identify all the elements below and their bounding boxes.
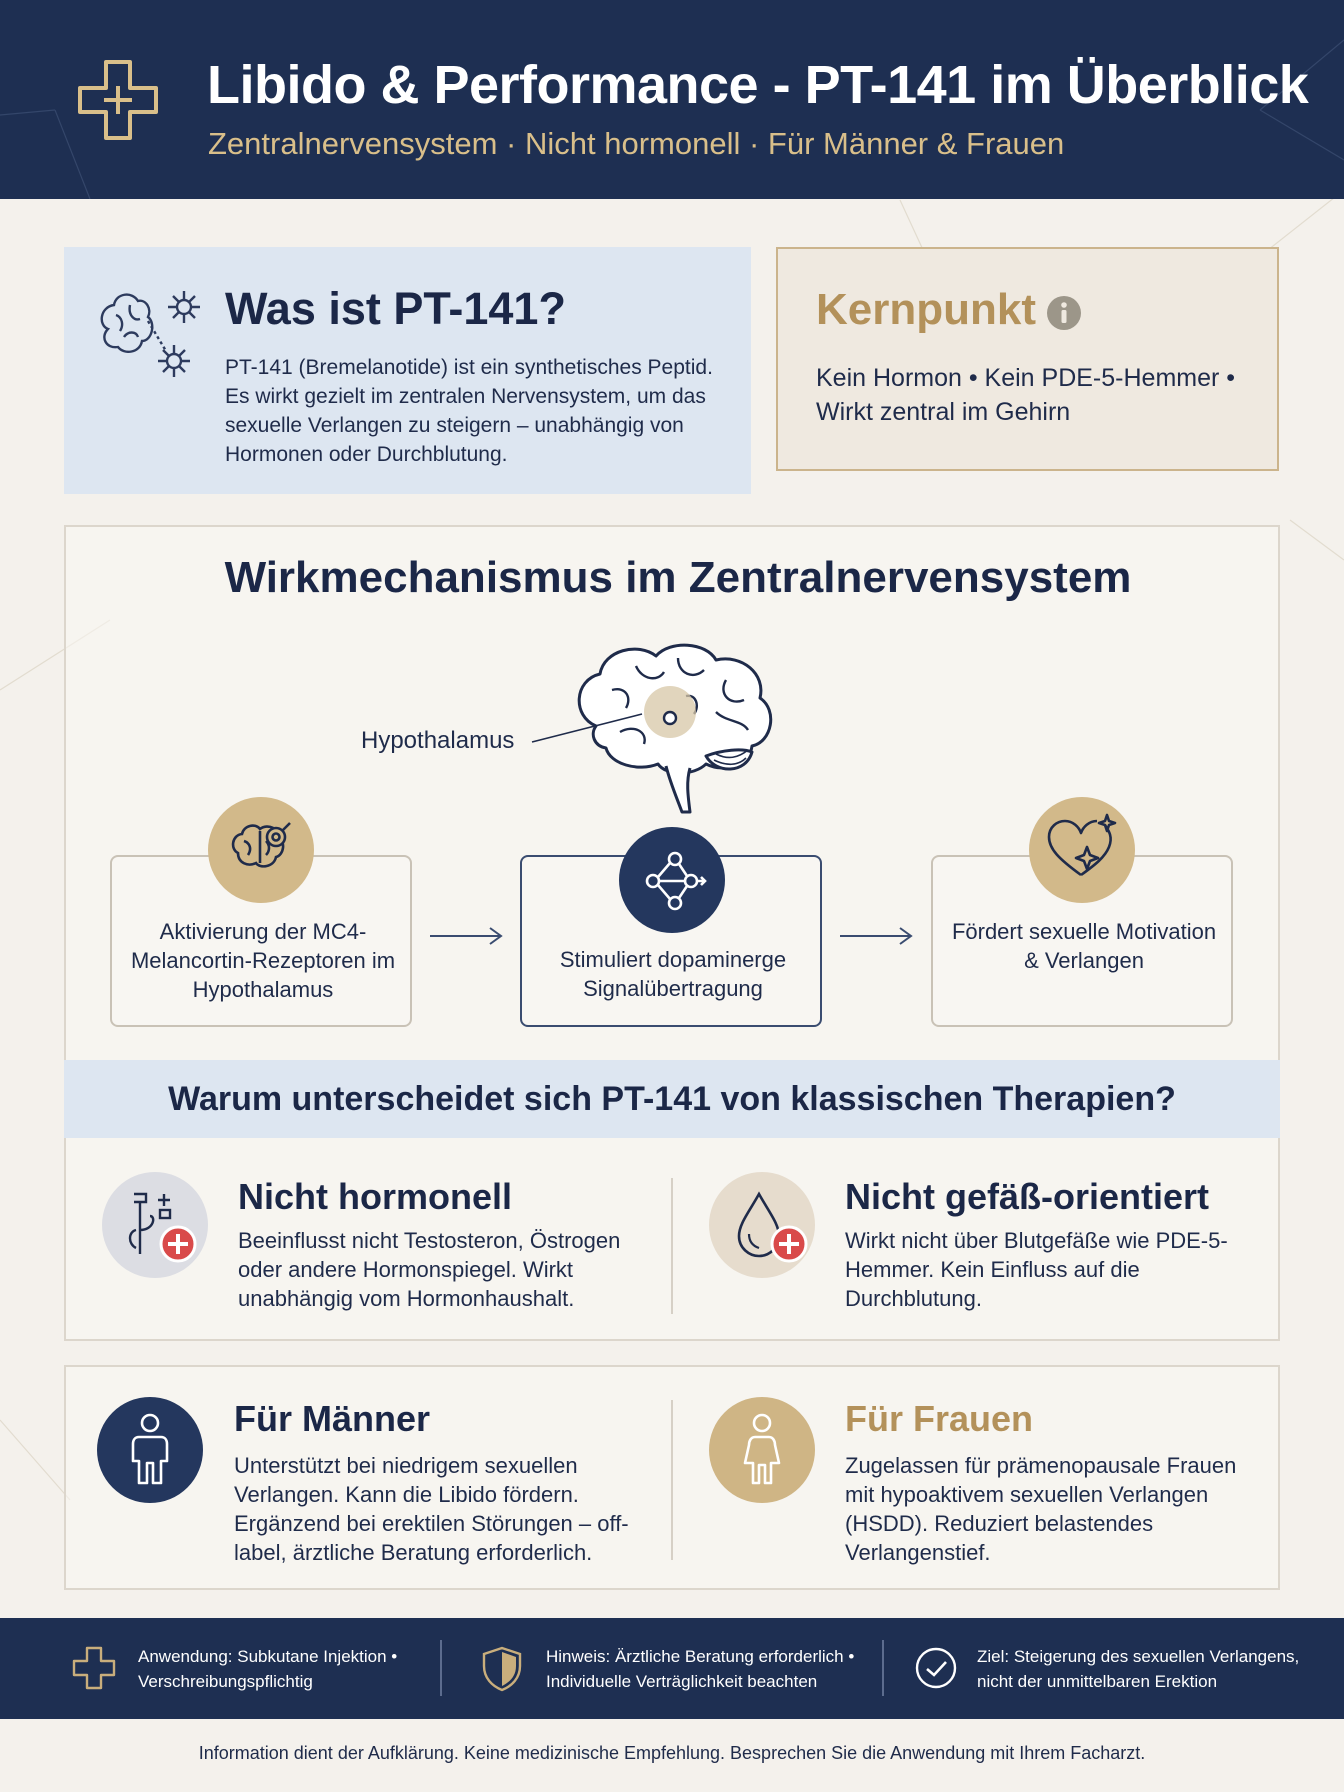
not-hormonal-text: Beeinflusst nicht Testosteron, Östrogen oder andere Hormonspiegel. Wirkt unabhängig vom Hormonhaushalt. [238, 1228, 621, 1311]
step-1-text: Aktivierung der MC4-Melancortin-Rezeptoren im Hypothalamus [130, 919, 396, 1002]
medical-cross-icon [70, 1644, 118, 1692]
footer-note-text: Hinweis: Ärztliche Beratung erforderlich • Individuelle Verträglichkeit beachten [546, 1647, 855, 1691]
why-title: Warum unterscheidet sich PT-141 von klassischen Therapien? [168, 1080, 1176, 1118]
why-banner [64, 1060, 1280, 1138]
key-point-title: Kernpunkt [816, 285, 1036, 334]
brain-neuron-icon [94, 281, 204, 391]
what-is-card [64, 247, 751, 494]
footer-divider [440, 1640, 442, 1696]
men-title: Für Männer [234, 1398, 431, 1439]
check-circle-icon [912, 1644, 960, 1692]
info-footer-bar [0, 1618, 1344, 1719]
network-nodes-icon [619, 827, 725, 933]
arrow-right-icon [838, 925, 916, 947]
men-text: Unterstützt bei niedrigem sexuellen Verlangen. Kann die Libido fördern. Ergänzend bei erektilen Störungen – off-label, ärztliche Beratung erforderlich. [234, 1453, 629, 1565]
info-icon [1046, 295, 1082, 331]
step-3-text: Fördert sexuelle Motivation & Verlangen [951, 919, 1217, 973]
mechanism-title: Wirkmechanismus im Zentralnervensystem [224, 553, 1132, 602]
key-point-text: Kein Hormon • Kein PDE-5-Hemmer • Wirkt zentral im Gehirn [816, 364, 1236, 426]
what-title: Was ist PT-141? [225, 283, 566, 334]
women-text: Zugelassen für prämenopausale Frauen mit hypoaktivem sexuellen Verlangen (HSDD). Reduziert belastendes Verlangenstief. [845, 1453, 1237, 1565]
women-title: Für Frauen [845, 1398, 1034, 1439]
arrow-right-icon [428, 925, 506, 947]
why-items-area [64, 1138, 1280, 1341]
hypothalamus-pointer-line [530, 700, 650, 750]
male-icon [97, 1397, 203, 1503]
gender-divider [671, 1400, 673, 1560]
header-banner [0, 0, 1344, 199]
what-description: PT-141 (Bremelanotide) ist ein synthetisches Peptid. Es wirkt gezielt im zentralen Nervensystem, um das sexuelle Verlangen zu steigern – unabhängig von Hormonen oder Durchblutung. [225, 356, 713, 466]
female-icon [709, 1397, 815, 1503]
medical-cross-icon [76, 58, 160, 142]
footer-application-text: Anwendung: Subkutane Injektion • Verschreibungspflichtig [138, 1647, 398, 1691]
page-subtitle: Zentralnervensystem · Nicht hormonell · Für Männer & Frauen [208, 126, 1065, 161]
hypothalamus-label: Hypothalamus [361, 727, 515, 754]
not-vascular-text: Wirkt nicht über Blutgefäße wie PDE-5-Hemmer. Kein Einfluss auf die Durchblutung. [845, 1228, 1228, 1311]
heart-sparkle-icon [1029, 797, 1135, 903]
step-2-text: Stimuliert dopaminerge Signalübertragung [559, 947, 787, 1001]
key-point-card [776, 247, 1279, 471]
disclaimer: Information dient der Aufklärung. Keine medizinische Empfehlung. Besprechen Sie die Anwendung mit Ihrem Facharzt. [198, 1743, 1146, 1763]
page-title: Libido & Performance - PT-141 im Überblick [207, 55, 1309, 115]
footer-goal-text: Ziel: Steigerung des sexuellen Verlangens, nicht der unmittelbaren Erektion [977, 1647, 1300, 1691]
not-vascular-title: Nicht gefäß-orientiert [845, 1176, 1210, 1217]
not-hormonal-title: Nicht hormonell [238, 1176, 513, 1217]
shield-icon [478, 1644, 526, 1692]
footer-divider [882, 1640, 884, 1696]
brain-target-icon [208, 797, 314, 903]
